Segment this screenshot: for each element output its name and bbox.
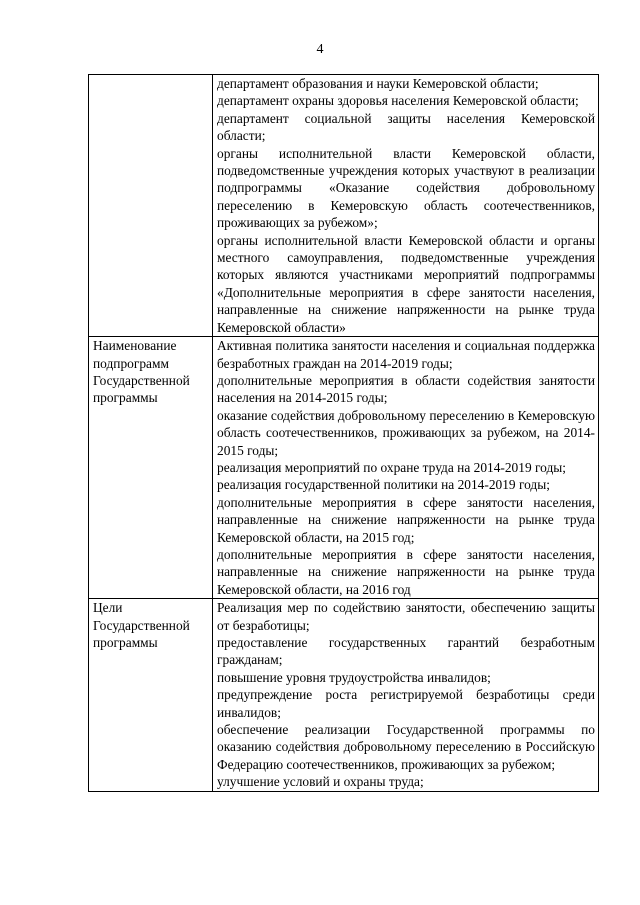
list-item: органы исполнительной власти Кемеровской области, подведомственные учреждения которых участвуют в реализации подпрограммы «Оказание содействия добровольному переселению в Кемеровскую область соотечественников, проживающих за рубежом»; — [217, 145, 595, 231]
list-item: оказание содействия добровольному переселению в Кемеровскую область соотечественников, проживающих за рубежом, на 2014-2015 годы; — [217, 407, 595, 458]
list-item: дополнительные мероприятия в области содействия занятости населения на 2014-2015 годы; — [217, 372, 595, 406]
list-item: повышение уровня трудоустройства инвалидов; — [217, 669, 491, 685]
row-label-cell: Наименование подпрограмм Государственной программы — [89, 337, 213, 599]
list-item: дополнительные мероприятия в сфере занятости населения, направленные на снижение напряженности на рынке труда Кемеровской области, на 2016 год — [217, 546, 595, 597]
list-item: реализация государственной политики на 2014-2019 годы; — [217, 477, 550, 493]
list-item: предупреждение роста регистрируемой безработицы среди инвалидов; — [217, 687, 595, 720]
list-item: Реализация мер по содействию занятости, обеспечению защиты от безработицы; — [217, 600, 595, 633]
table-row — [89, 337, 599, 599]
list-item: департамент охраны здоровья населения Кемеровской области; — [217, 93, 579, 109]
row-content-cell — [213, 75, 599, 337]
program-passport-table — [88, 74, 599, 792]
table-row — [89, 75, 599, 337]
row-label-cell: Цели Государственной программы — [89, 599, 213, 791]
list-item: улучшение условий и охраны труда; — [217, 774, 424, 790]
table-row — [89, 599, 599, 791]
list-item: департамент образования и науки Кемеровской области; — [217, 76, 539, 91]
list-item: реализация мероприятий по охране труда на 2014-2019 годы; — [217, 459, 566, 475]
row-label-cell — [89, 75, 213, 337]
row-content-cell — [213, 337, 599, 599]
list-item: предоставление государственных гарантий безработным гражданам; — [217, 635, 595, 668]
list-item: органы исполнительной власти Кемеровской области и органы местного самоуправления, подведомственные учреждения которых являются участниками мероприятий подпрограммы «Дополнительные мероприятия в сфере занятости населения, направленные на снижение напряженности на рынке труда Кемеровской области» — [217, 232, 595, 335]
list-item: департамент социальной защиты населения Кемеровской области; — [217, 110, 595, 144]
list-item: Активная политика занятости населения и социальная поддержка безработных граждан на 2014-2019 годы; — [217, 338, 595, 371]
list-item: обеспечение реализации Государственной программы по оказанию содействия добровольному переселению в Российскую Федерацию соотечественников, проживающих за рубежом; — [217, 722, 595, 772]
row-content-cell — [213, 599, 599, 791]
list-item: дополнительные мероприятия в сфере занятости населения, направленные на снижение напряженности на рынке труда Кемеровской области, на 2015 год; — [217, 494, 595, 545]
page-number: 4 — [316, 42, 324, 57]
